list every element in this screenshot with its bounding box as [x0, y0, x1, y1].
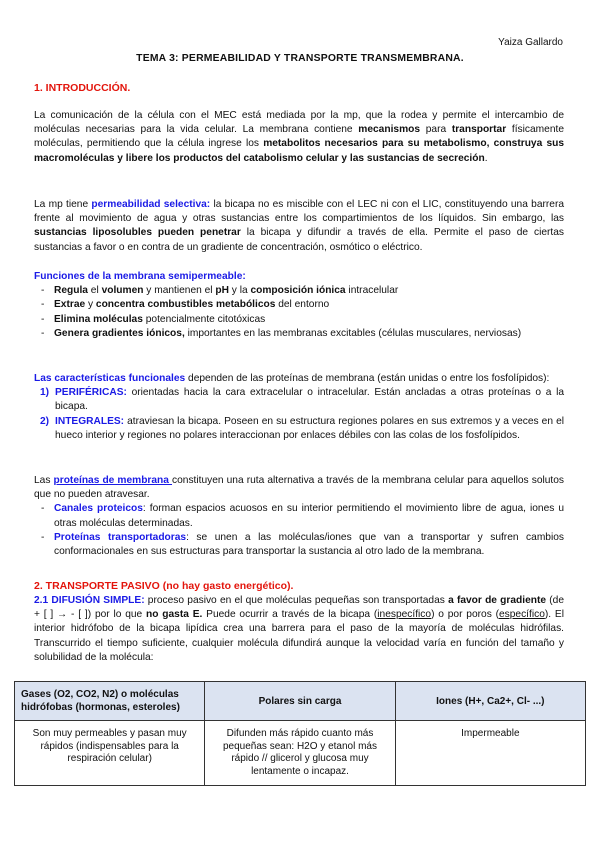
table-header-row: [15, 682, 586, 721]
underlined-run: inespecífico: [377, 609, 432, 621]
list-item: - Canales proteicos: forman espacios acuosos en su interior permitiendo el movimiento libre de agua, iones u otras moléculas determinadas.: [34, 502, 564, 530]
membrane-proteins-section: [34, 474, 564, 559]
underlined-run: específico: [499, 609, 545, 621]
text-run: proceso pasivo en el que moléculas pequeñas son transportadas: [144, 595, 449, 606]
list-item: 1) PERIFÉRICAS: orientadas hacia la cara extracelular o intracelular. Están ancladas a otras proteínas o a la bicapa.: [40, 387, 564, 413]
list-item: 2) INTEGRALES: atraviesan la bicapa. Poseen en su estructura regiones polares en sus extremos y a veces en el hueco interior y regiones no polares interaccionan por enlaces débiles con las colas de los fosfolípidos.: [40, 415, 564, 441]
text-run: Puede ocurrir a través de la bicapa (: [202, 609, 378, 621]
membrane-proteins-list: [34, 502, 564, 559]
characteristics-section: [34, 372, 564, 443]
diffusion-table: [14, 681, 586, 786]
functions-section: [34, 270, 564, 341]
text-run: la bicapa no es miscible con el LEC ni con el LIC, constituyendo una barrera frente al movimiento de agua y otras sustancias entre los compartimientos de los líquidos. Sin embargo, las: [34, 199, 565, 225]
text-run: dependen de las proteínas de membrana (están unidas o entre los fosfolípidos):: [185, 373, 550, 384]
bold-run: a favor de gradiente: [448, 595, 547, 606]
table-row: [15, 721, 586, 786]
permeability-paragraph: [34, 198, 564, 255]
blue-bold-run: 2.1 DIFUSIÓN SIMPLE:: [34, 595, 145, 606]
table-header-cell: Gases (O2, CO2, N2) o moléculas hidrófobas (hormonas, esteroles): [15, 682, 205, 721]
text-run: físicamente moléculas, permitiendo que la célula ingrese los: [34, 124, 564, 150]
characteristics-intro: [34, 372, 564, 386]
table-cell: Difunden más rápido cuanto más pequeñas sean: H2O y etanol más rápido // glicerol y glucosa muy lentamente o incapaz.: [205, 721, 395, 786]
document-title: TEMA 3: PERMEABILIDAD Y TRANSPORTE TRANSMEMBRANA.: [136, 53, 464, 64]
text-run: Las: [34, 475, 54, 486]
list-item: - Elimina moléculas potencialmente citotóxicas: [34, 313, 564, 327]
text-run: (de + [ ] → - [ ]) por lo que: [34, 595, 564, 621]
blue-bold-run: permeabilidad selectiva:: [91, 199, 211, 210]
list-item: - Genera gradientes iónicos, importantes en las membranas excitables (células musculares, nerviosas): [34, 327, 564, 341]
simple-diffusion-paragraph: [34, 594, 564, 665]
functions-list: [34, 284, 564, 341]
section-2-heading: 2. TRANSPORTE PASIVO (no hay gasto energético).: [34, 580, 294, 592]
table-header-cell: Iones (H+, Ca2+, Cl- ...): [395, 682, 585, 721]
text-run: ) o por poros (: [431, 609, 499, 621]
bold-run: metabolitos necesarios para su metabolismo, construya sus macromoléculas y libere los productos del catabolismo celular y las sustancias de secreción: [34, 138, 564, 164]
table-header-cell: Polares sin carga: [205, 682, 395, 721]
protein-types-list: [34, 386, 564, 443]
blue-underlined-run: proteínas de membrana: [53, 475, 173, 486]
text-run: La comunicación de la célula con el MEC está mediada por la mp, que la rodea y permite el intercambio de moléculas necesarias para la vida celular. La membrana contiene: [34, 110, 564, 136]
membrane-proteins-intro: [34, 474, 564, 502]
bold-run: sustancias liposolubles pueden penetrar: [34, 227, 241, 239]
bold-run: transportar: [451, 124, 507, 136]
table-cell: Impermeable: [395, 721, 585, 786]
text-run: constituyen una ruta alternativa a través de la membrana celular para aquellos solutos que no pueden atravesar.: [34, 475, 565, 501]
blue-bold-run: Las características funcionales: [34, 373, 186, 384]
bold-run: no gasta E.: [146, 609, 203, 621]
list-item: - Proteínas transportadoras: se unen a las moléculas/iones que van a transportar y sufren cambios conformacionales en sus estructuras para transportar la sustancia al otro lado de la membrana.: [34, 531, 564, 559]
text-run: para: [420, 124, 452, 136]
text-run: .: [484, 152, 488, 164]
intro-paragraph: [34, 109, 564, 166]
author-name: Yaiza Gallardo: [498, 37, 563, 48]
functions-heading: Funciones de la membrana semipermeable:: [34, 271, 246, 282]
section-1-heading: 1. INTRODUCCIÓN.: [34, 82, 131, 94]
list-item: - Extrae y concentra combustibles metabólicos del entorno: [34, 298, 564, 312]
table-cell: Son muy permeables y pasan muy rápidos (indispensables para la respiración celular): [15, 721, 205, 786]
bold-run: mecanismos: [358, 124, 421, 136]
list-item: - Regula el volumen y mantienen el pH y la composición iónica intracelular: [34, 284, 564, 298]
text-run: ). El interior hidrófobo de la bicapa lipídica crea una barrera para el paso de la mayoría de moléculas hidrófilas. Transcurrido el tiempo suficiente, cualquier molécula difundirá aunque la velocidad varía en función del tamaño y solubilidad de la molécula:: [34, 609, 564, 663]
text-run: la bicapa y difundir a través de ella. Permite el paso de ciertas sustancias a favor o en contra de un gradiente de concentración, osmótico o eléctrico.: [34, 227, 565, 253]
text-run: La mp tiene: [34, 199, 92, 210]
